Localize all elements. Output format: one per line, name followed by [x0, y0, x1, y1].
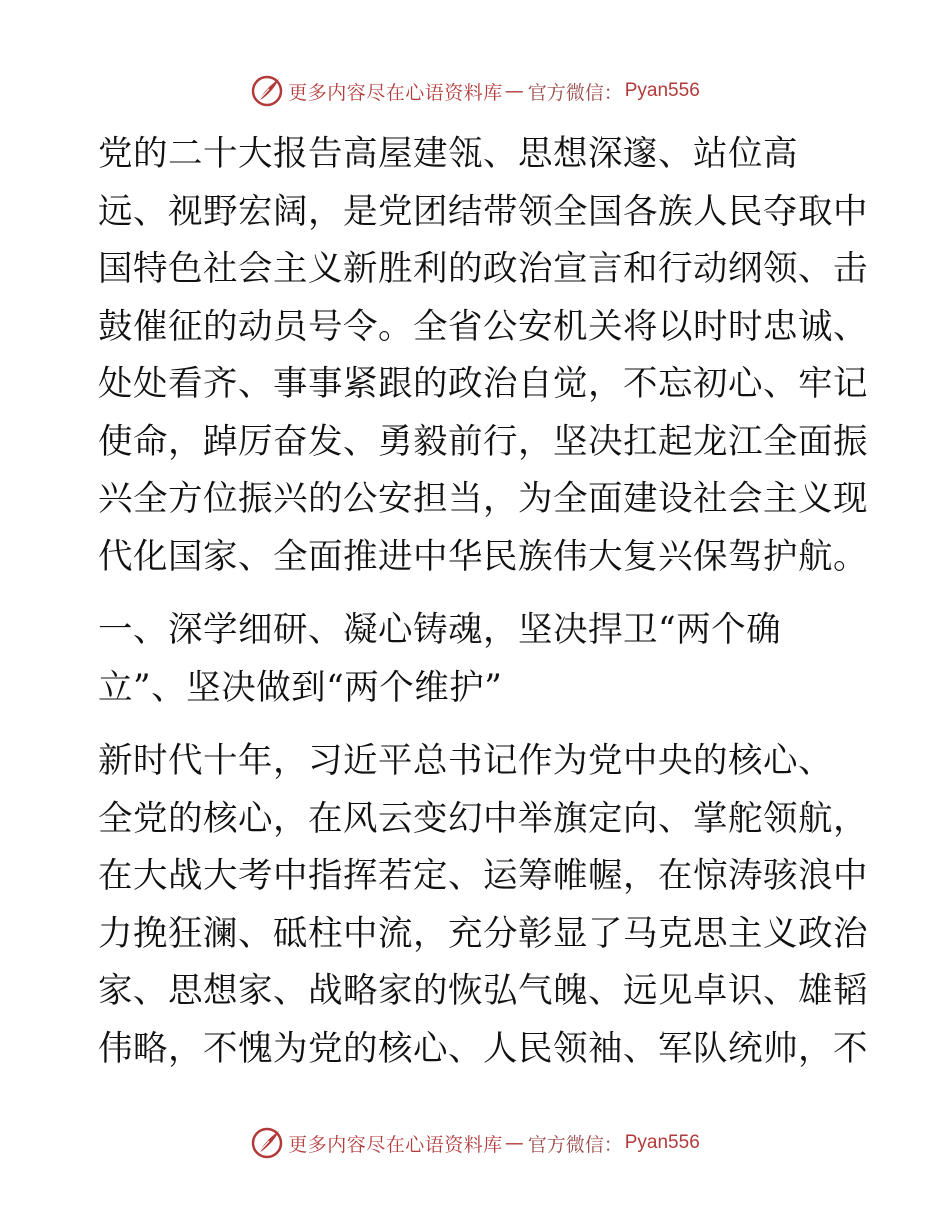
section-heading-1 [98, 602, 858, 717]
feather-pen-icon [250, 74, 284, 108]
feather-pen-icon [250, 1126, 284, 1160]
text-line: 兴全方位振兴的公安担当，为全面建设社会主义现 [98, 479, 868, 519]
text-line: 家、思想家、战略家的恢弘气魄、远见卓识、雄韬 [98, 971, 868, 1011]
watermark-wechat-id: Pyan556 [624, 1132, 700, 1153]
text-line: 力挽狂澜、砥柱中流，充分彰显了马克思主义政治 [98, 913, 868, 954]
paragraph-intro [98, 126, 868, 586]
watermark-wechat-label: 官方微信： [527, 81, 623, 104]
watermark-wechat-id: Pyan556 [624, 80, 700, 101]
paragraph-section-1 [98, 733, 868, 1078]
heading-line: 立”、坚决做到“两个维护” [98, 667, 503, 708]
text-line: 鼓催征的动员号令。全省公安机关将以时时忠诚、 [98, 306, 868, 347]
watermark-wechat-label: 官方微信： [527, 1133, 623, 1156]
text-line: 伟略，不愧为党的核心、人民领袖、军队统帅，不 [98, 1028, 868, 1069]
text-line: 处处看齐、事事紧跟的政治自觉，不忘初心、牢记 [98, 364, 868, 404]
text-line: 远、视野宏阔，是党团结带领全国各族人民夺取中 [98, 191, 868, 232]
text-line: 国特色社会主义新胜利的政治宣言和行动纲领、击 [98, 249, 868, 289]
text-line: 在大战大考中指挥若定、运筹帷幄，在惊涛骇浪中 [98, 856, 868, 896]
text-line: 代化国家、全面推进中华民族伟大复兴保驾护航。 [98, 536, 868, 577]
watermark-separator: — [504, 80, 524, 102]
watermark-brand: 更多内容尽在心语资料库 [288, 81, 503, 104]
text-line: 全党的核心，在风云变幻中举旗定向、掌舵领航， [98, 798, 868, 839]
text-line: 新时代十年，习近平总书记作为党中央的核心、 [98, 741, 833, 781]
heading-line: 一、深学细研、凝心铸魂，坚决捍卫“两个确 [98, 610, 782, 650]
watermark-banner-bottom [0, 1126, 950, 1160]
text-line: 使命，踔厉奋发、勇毅前行，坚决扛起龙江全面振 [98, 421, 868, 462]
watermark-brand: 更多内容尽在心语资料库 [288, 1133, 503, 1156]
watermark-separator: — [504, 1132, 524, 1154]
watermark-banner-top [0, 74, 950, 108]
document-body [98, 126, 868, 1078]
text-line: 党的二十大报告高屋建瓴、思想深邃、站位高 [98, 134, 798, 174]
